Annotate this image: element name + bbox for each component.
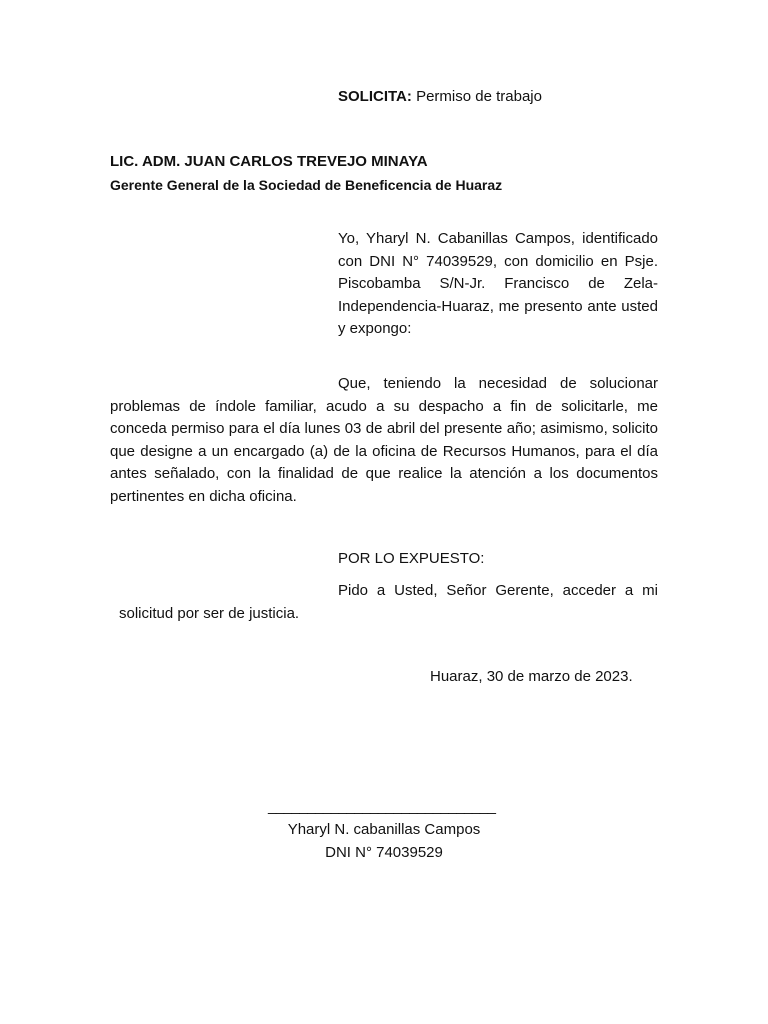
addressee-title: Gerente General de la Sociedad de Beneficencia de Huaraz — [110, 177, 503, 193]
request-paragraph — [110, 580, 658, 625]
request-line-2: solicitud por ser de justicia. — [119, 604, 300, 622]
por-lo-expuesto: POR LO EXPUESTO: — [338, 550, 485, 567]
subject-label: SOLICITA: — [338, 88, 412, 105]
signature-line: _____________________________ — [268, 798, 496, 815]
signatory-dni: DNI N° 74039529 — [325, 844, 443, 861]
request-line-1: Pido a Usted, Señor Gerente, acceder a mi — [338, 582, 658, 599]
body-paragraph: Que, teniendo la necesidad de solucionar problemas de índole familiar, acudo a su despacho a fin de solicitarle, me conceda permiso para el día lunes 03 de abril del presente año; asimismo, solicito que designe a un encargado (a) de la oficina de Recursos Humanos, para el día antes señalado, con la finalidad de que realice la atención a los documentos pertinentes en dicha oficina. — [110, 375, 658, 505]
intro-paragraph: Yo, Yharyl N. Cabanillas Campos, identificado con DNI N° 74039529, con domicilio en Psje. Piscobamba S/N-Jr. Francisco de Zela-Independencia-Huaraz, me presento ante usted y expongo: — [338, 230, 658, 337]
subject-value: Permiso de trabajo — [416, 88, 542, 105]
subject-line — [338, 87, 542, 107]
addressee-name: LIC. ADM. JUAN CARLOS TREVEJO MINAYA — [110, 153, 428, 170]
date-line: Huaraz, 30 de marzo de 2023. — [430, 668, 633, 685]
signatory-name: Yharyl N. cabanillas Campos — [287, 821, 481, 838]
